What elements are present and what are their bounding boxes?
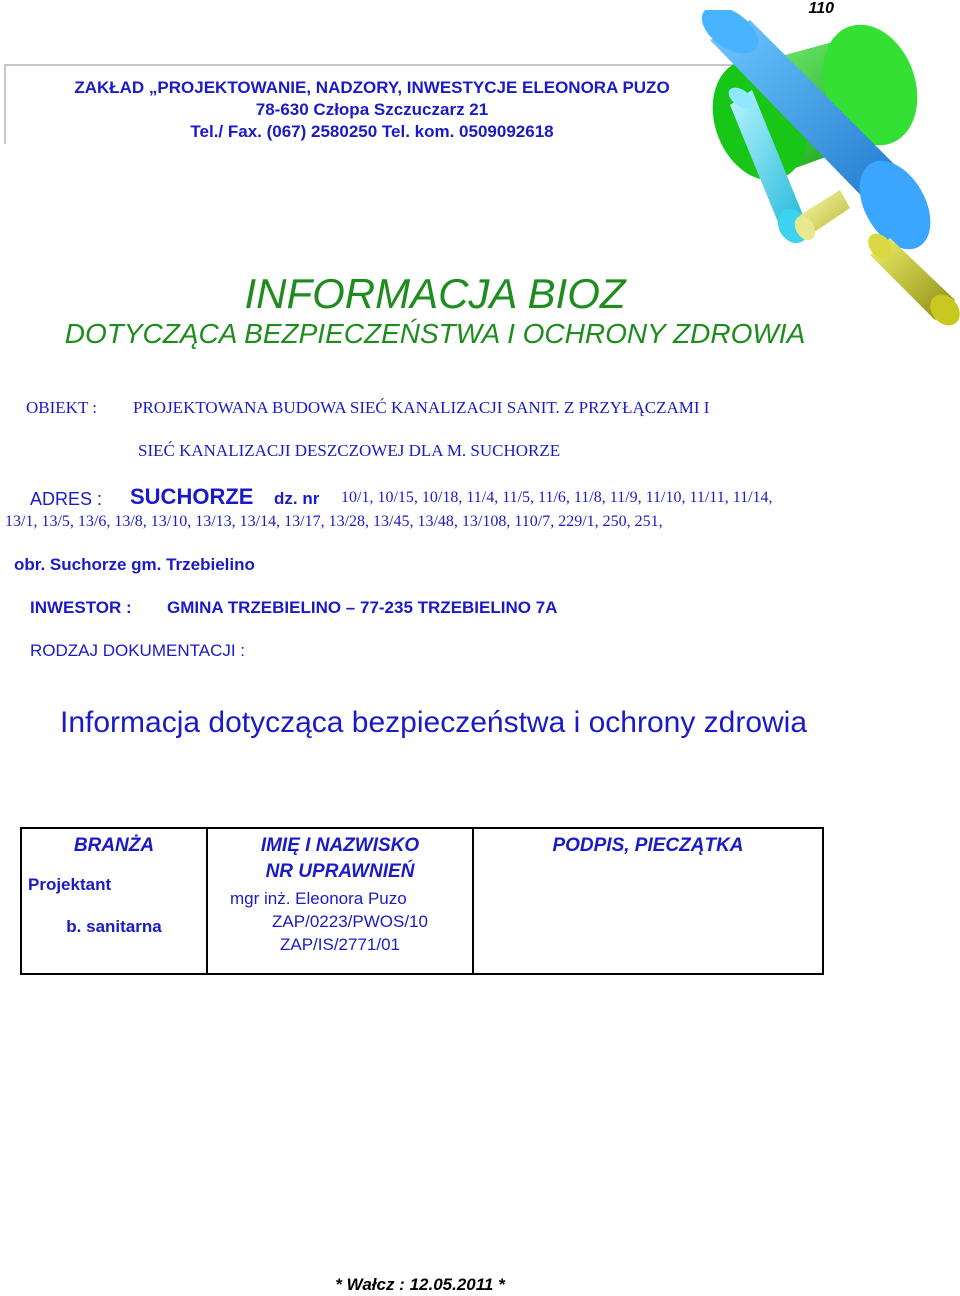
name-header: IMIĘ I NAZWISKO (260, 835, 420, 856)
license-number-2: ZAP/IS/2771/01 (279, 935, 401, 954)
address-label: ADRES : (30, 489, 103, 509)
footer-place-date: * Wałcz : 12.05.2011 * (335, 1275, 505, 1294)
company-address: 78-630 Człopa Szczuczarz 21 (255, 100, 489, 119)
license-number-1: ZAP/0223/PWOS/10 (272, 912, 428, 931)
signature-header: PODPIS, PIECZĄTKA (552, 835, 744, 856)
object-description-line1: PROJEKTOWANA BUDOWA SIEĆ KANALIZACJI SANIT. Z PRZYŁĄCZAMI I (133, 398, 710, 417)
role-value: Projektant (28, 875, 112, 894)
doc-type-value: Informacja dotycząca bezpieczeństwa i ochrony zdrowia (60, 706, 808, 739)
branch-value: b. sanitarna (66, 917, 162, 936)
document-subtitle: DOTYCZĄCA BEZPIECZEŃSTWA I OCHRONY ZDROWIA (64, 318, 806, 349)
signature-column (473, 828, 823, 974)
branch-column (21, 828, 207, 974)
designer-name: mgr inż. Eleonora Puzo (230, 889, 407, 908)
signature-table (20, 827, 824, 975)
investor-value: GMINA TRZEBIELINO – 77-235 TRZEBIELINO 7A (167, 598, 558, 617)
precinct: obr. Suchorze gm. Trzebielino (14, 555, 255, 574)
parcels-line1: 10/1, 10/15, 10/18, 11/4, 11/5, 11/6, 11/8, 11/9, 11/10, 11/11, 11/14, (341, 489, 773, 506)
license-header: NR UPRAWNIEŃ (265, 861, 415, 882)
doc-type-label: RODZAJ DOKUMENTACJI : (30, 641, 246, 660)
company-phone: Tel./ Fax. (067) 2580250 Tel. kom. 0509092618 (190, 122, 554, 141)
name-column (207, 828, 473, 974)
parcel-number-label: dz. nr (274, 489, 320, 508)
address-place: SUCHORZE (130, 484, 254, 509)
object-description-line2: SIEĆ KANALIZACJI DESZCZOWEJ DLA M. SUCHORZE (138, 441, 561, 460)
investor-label: INWESTOR : (30, 598, 132, 617)
parcels-line2: 13/1, 13/5, 13/6, 13/8, 13/10, 13/13, 13/14, 13/17, 13/28, 13/45, 13/48, 13/108, 110/7, 229/1, 250, 251, (5, 513, 663, 530)
branch-header: BRANŻA (73, 835, 155, 856)
page-number: 110 (808, 0, 834, 17)
company-name: ZAKŁAD „PROJEKTOWANIE, NADZORY, INWESTYCJE ELEONORA PUZO (74, 78, 670, 97)
document-title: INFORMACJA BIOZ (244, 270, 626, 317)
object-label: OBIEKT : (26, 398, 97, 417)
